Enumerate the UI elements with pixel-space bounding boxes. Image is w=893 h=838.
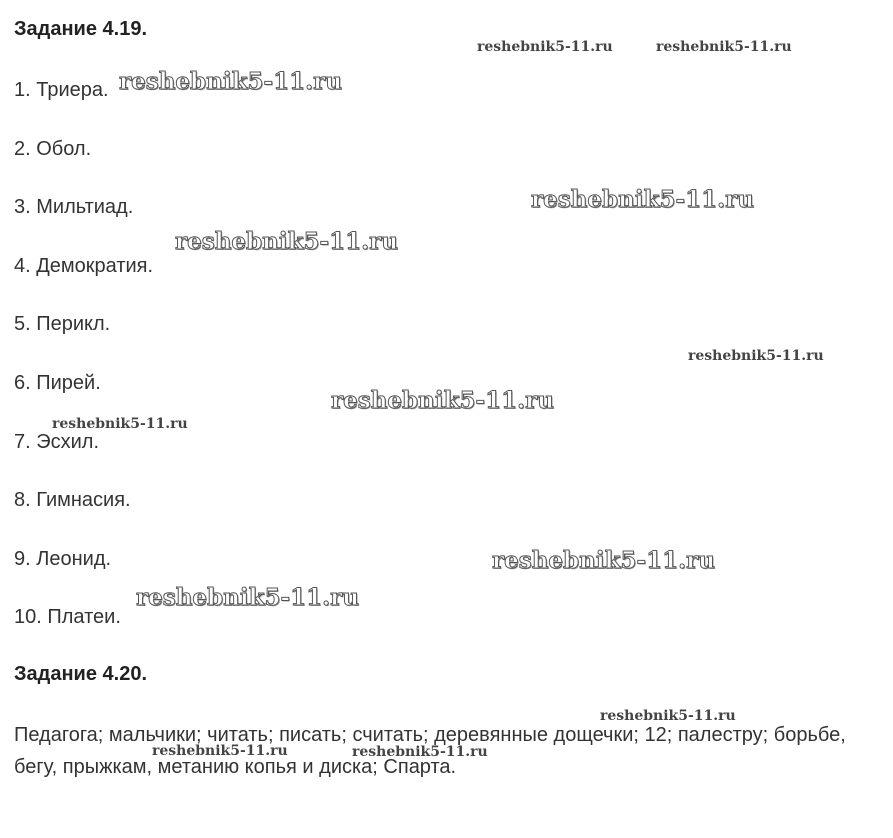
answer-item-2: 2. Обол. [14,138,92,160]
watermark: reshebnik5-11.ru [119,68,342,95]
watermark: reshebnik5-11.ru [656,39,792,55]
watermark: reshebnik5-11.ru [688,348,824,364]
task-4-20-heading: Задание 4.20. [14,663,148,685]
watermark: reshebnik5-11.ru [152,743,288,759]
answer-item-9: 9. Леонид. [14,548,112,570]
watermark: reshebnik5-11.ru [175,228,398,255]
watermark: reshebnik5-11.ru [600,708,736,724]
watermark: reshebnik5-11.ru [136,584,359,611]
watermark: reshebnik5-11.ru [477,39,613,55]
task-4-19-heading: Задание 4.19. [14,18,148,40]
answer-item-10: 10. Платеи. [14,606,121,628]
watermark: reshebnik5-11.ru [352,744,488,760]
answer-item-6: 6. Пирей. [14,372,101,394]
answer-item-5: 5. Перикл. [14,313,111,335]
task-4-20-answer: Педагога; мальчики; читать; писать; считать; деревянные дощечки; 12; палестру; борьбе, бегу, прыжкам, метанию копья и диска; Спарта. [14,724,846,778]
watermark: reshebnik5-11.ru [331,387,554,414]
answer-item-8: 8. Гимнасия. [14,489,131,511]
answer-item-4: 4. Демократия. [14,255,154,277]
answer-item-1: 1. Триера. [14,79,109,101]
answer-item-3: 3. Мильтиад. [14,196,134,218]
watermark: reshebnik5-11.ru [531,186,754,213]
watermark: reshebnik5-11.ru [52,416,188,432]
watermark: reshebnik5-11.ru [492,547,715,574]
answer-item-7: 7. Эсхил. [14,431,100,453]
